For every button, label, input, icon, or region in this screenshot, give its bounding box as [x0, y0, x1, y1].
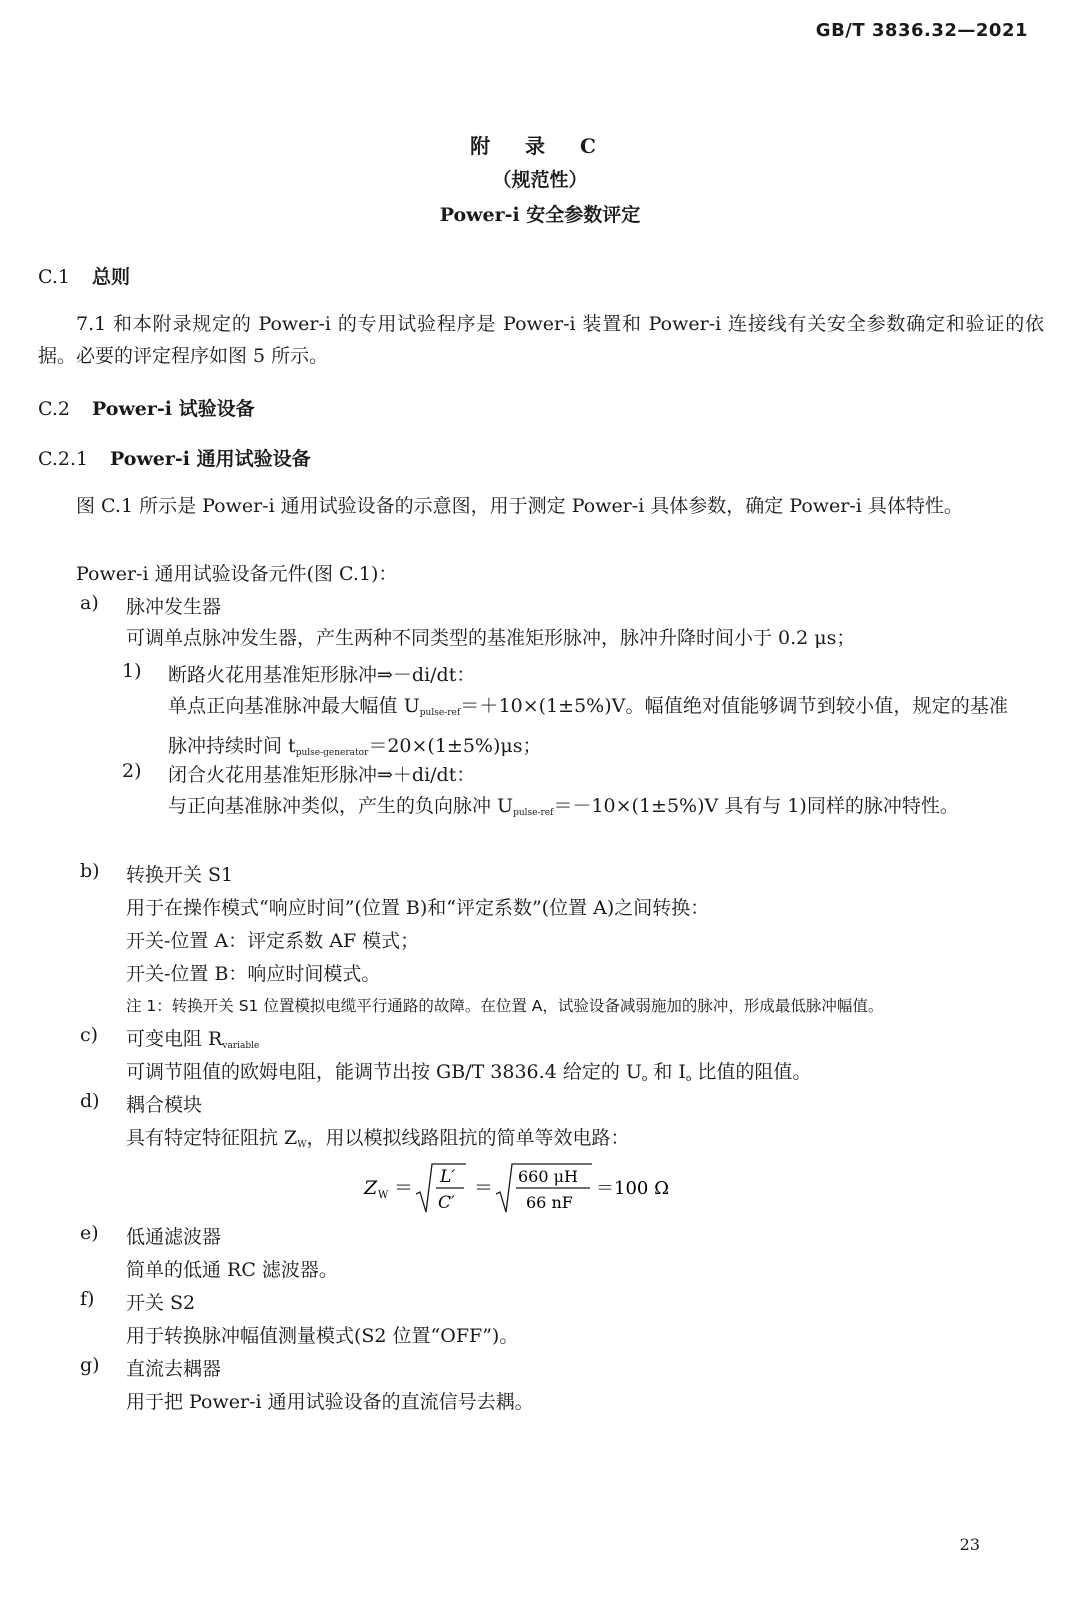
formula-den-2: 66 nF [526, 1193, 573, 1212]
item-body-variable-resistor: 可调节阻值的欧姆电阻，能调节出按 GB/T 3836.4 给定的 $U_o$ 和 $I_o$ 比值的阻值。 [126, 1061, 812, 1084]
annex-type: （规范性） [492, 169, 588, 191]
formula-den-1: C′ [438, 1193, 455, 1213]
formula-eq-1: ＝ [394, 1177, 414, 1199]
item-body-dc-decoupler: 用于把 Power-i 通用试验设备的直流信号去耦。 [126, 1391, 534, 1413]
item-line-position-a: 开关-位置 A：评定系数 AF 模式； [126, 930, 420, 952]
formula-num-1: L′ [440, 1167, 456, 1187]
item-label-g: g) [80, 1354, 100, 1376]
formula-lhs-sub: W [378, 1190, 389, 1201]
formula-result: ＝100 Ω [596, 1178, 670, 1199]
item-body-coupling-module: 具有特定特征阻抗 $Z_W$，用以模拟线路阻抗的简单等效电路： [126, 1127, 630, 1150]
item-label-a: a) [80, 592, 99, 614]
item-title-pulse-generator: 脉冲发生器 [126, 596, 222, 618]
item-line-mode-switch: 用于在操作模式“响应时间”(位置 B)和“评定系数”(位置 A)之间转换： [126, 897, 710, 919]
annex-name: Power-i 安全参数评定 [439, 204, 641, 226]
formula-lhs: Z [364, 1177, 378, 1199]
section-title: 总则 [92, 266, 131, 288]
sub-label-1: 1) [122, 660, 142, 682]
sub-body-closed-circuit: 与正向基准脉冲类似，产生的负向脉冲 $U_{pulse-ref}=-10\times(1\pm 5\%)V$ 具有与 1)同样的脉冲特性。 [168, 795, 959, 818]
item-title-coupling-module: 耦合模块 [126, 1094, 203, 1116]
standard-code: GB/T 3836.32—2021 [815, 20, 1028, 41]
item-body-switch-s2: 用于转换脉冲幅值测量模式(S2 位置“OFF”)。 [126, 1325, 519, 1347]
item-title-dc-decoupler: 直流去耦器 [126, 1358, 222, 1380]
section-title: Power-i 通用试验设备 [110, 448, 311, 470]
section-heading-c1 [38, 262, 130, 289]
section-number: C.2.1 [38, 448, 89, 470]
item-label-b: b) [80, 860, 100, 882]
item-title-switch-s1: 转换开关 S1 [126, 864, 234, 886]
section-heading-c2 [38, 394, 255, 421]
section-number: C.1 [38, 266, 70, 288]
annex-title: 附 录 C [470, 134, 610, 158]
paragraph-general: 7.1 和本附录规定的 Power-i 的专用试验程序是 Power-i 装置和 Power-i 连接线有关安全参数确定和验证的依据。必要的评定程序如图 5 所示。 [38, 313, 1044, 367]
formula-num-2: 660 μH [518, 1167, 578, 1186]
paragraph-equipment: 图 C.1 所示是 Power-i 通用试验设备的示意图，用于测定 Power-i 具体参数，确定 Power-i 具体特性。 [76, 495, 963, 517]
page-number: 23 [959, 1535, 980, 1554]
impedance-formula [360, 1158, 700, 1218]
sub-title-closed-circuit: 闭合火花用基准矩形脉冲⇒＋di/dt： [168, 764, 476, 786]
list-intro: Power-i 通用试验设备元件(图 C.1)： [76, 563, 398, 585]
sub-label-2: 2) [122, 760, 142, 782]
item-title-switch-s2: 开关 S2 [126, 1292, 196, 1314]
item-line-position-b: 开关-位置 B：响应时间模式。 [126, 963, 381, 985]
section-title: Power-i 试验设备 [92, 398, 255, 420]
section-heading-c21 [38, 444, 311, 471]
note-1: 注 1：转换开关 S1 位置模拟电缆平行通路的故障。在位置 A，试验设备减弱施加的脉冲，形成最低脉冲幅值。 [126, 997, 884, 1015]
section-number: C.2 [38, 398, 70, 420]
item-label-d: d) [80, 1090, 100, 1112]
sub-body-open-circuit: 单点正向基准脉冲最大幅值 $U_{pulse-ref}=+10\times(1\pm 5\%)V$。幅值绝对值能够调节到较小值，规定的基准脉冲持续时间 $t_{pulse-generator}=20\times(1\pm 5\%)\mu s$； [168, 695, 1009, 758]
formula-eq-2: ＝ [474, 1177, 494, 1199]
sub-title-open-circuit: 断路火花用基准矩形脉冲⇒－di/dt： [168, 664, 476, 686]
item-title-variable-resistor: 可变电阻 $R_{variable}$ [126, 1028, 260, 1051]
item-title-lowpass-filter: 低通滤波器 [126, 1226, 222, 1248]
item-label-f: f) [80, 1288, 95, 1310]
item-label-c: c) [80, 1024, 99, 1046]
item-body-lowpass-filter: 简单的低通 RC 滤波器。 [126, 1259, 338, 1281]
item-body-pulse-generator: 可调单点脉冲发生器，产生两种不同类型的基准矩形脉冲，脉冲升降时间小于 0.2 μs； [126, 627, 856, 649]
item-label-e: e) [80, 1222, 99, 1244]
